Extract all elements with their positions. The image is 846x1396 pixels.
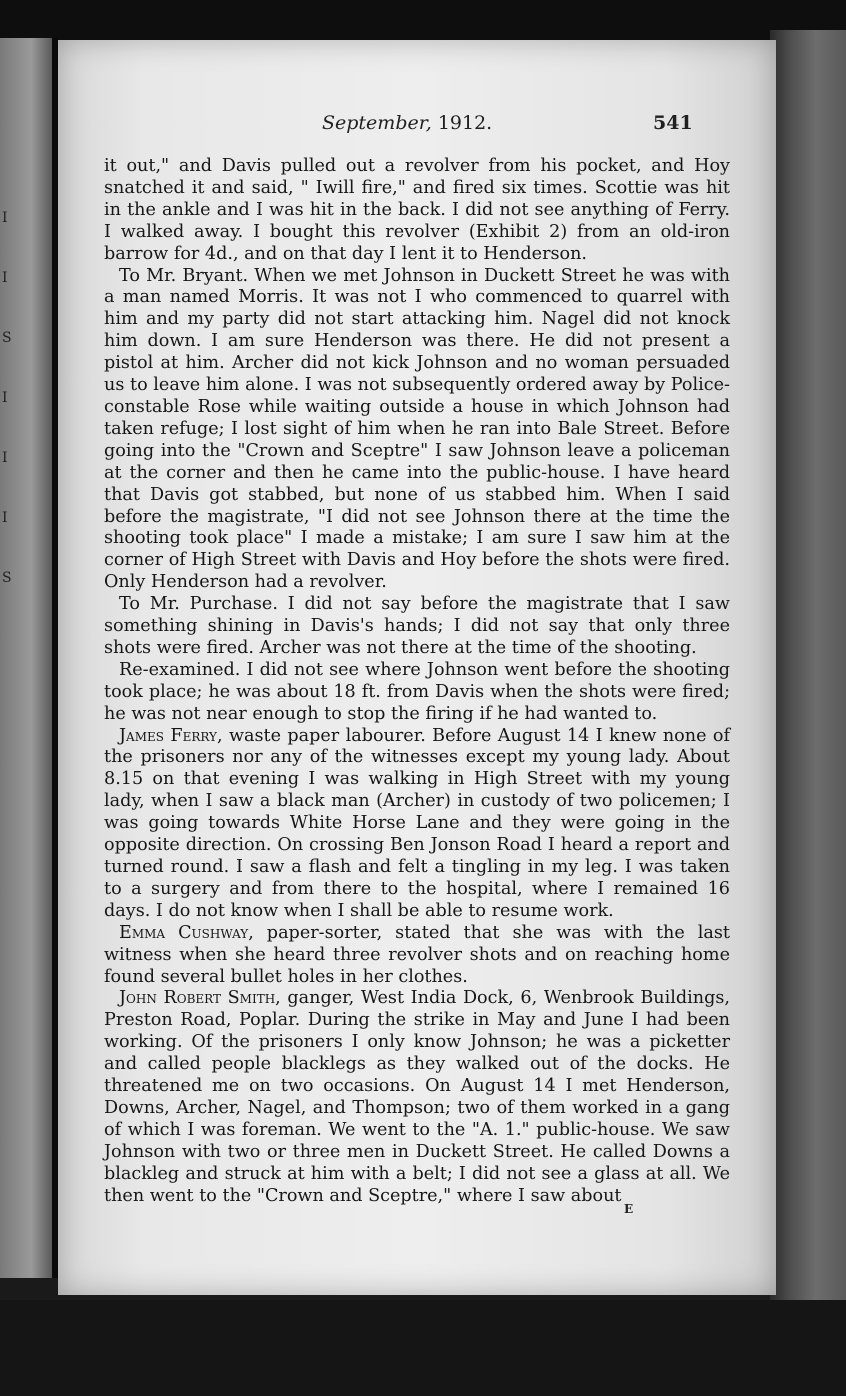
paragraph	[104, 594, 730, 660]
paragraph	[104, 726, 730, 923]
page-header	[58, 112, 776, 138]
margin-mark: S	[2, 570, 12, 586]
margin-mark: I	[2, 510, 8, 526]
scan-top-shadow	[0, 0, 846, 40]
paragraph-text: To Mr. Bryant. When we met Johnson in Duckett Street he was with a man named Morris. It was not I who commenced to quarrel with him and my party did not start attacking him. Nagel did not knock him down. I am sure Henderson was there. He did not present a pistol at him. Archer did not kick Johnson and no woman persuaded us to leave him alone. I was not subsequently ordered away by Police-constable Rose while waiting outside a house in which Johnson had taken refuge; I lost sight of him when he ran into Bale Street. Before going into the "Crown and Sceptre" I saw Johnson leave a policeman at the corner and then he came into the public-house. I have heard that Davis got stabbed, but none of us stabbed him. When I said before the magistrate, "I did not see Johnson there at the time the shooting took place" I made a mistake; I am sure I saw him at the corner of High Street with Davis and Hoy before the shots were fired. Only Henderson had a revolver.	[104, 265, 730, 593]
facing-page-margin-marks	[2, 188, 12, 608]
witness-name: John Robert Smith	[119, 988, 276, 1009]
book-fore-edge	[770, 30, 846, 1330]
paragraph-text: Re-examined. I did not see where Johnson went before the shooting took place; he was about 18 ft. from Davis when the shots were fired; he was not near enough to stop the firing if he had wanted to.	[104, 659, 730, 724]
page-number: 541	[653, 112, 693, 134]
facing-page-edge	[0, 38, 58, 1278]
paragraph-text: , waste paper labourer. Before August 14 I knew none of the prisoners nor any of the witnesses except my young lady. About 8.15 on that evening I was walking in High Street with my young lady, when I saw a black man (Archer) in custody of two policemen; I was going towards White Horse Lane and they were going in the opposite direction. On crossing Ben Jonson Road I heard a report and turned round. I saw a flash and felt a tingling in my leg. I was taken to a surgery and from there to the hospital, where I remained 16 days. I do not know when I shall be able to resume work.	[104, 725, 730, 921]
paragraph	[104, 660, 730, 726]
scan-bottom-shadow	[0, 1300, 846, 1396]
paragraph	[104, 923, 730, 989]
paragraph	[104, 156, 730, 266]
margin-mark: I	[2, 270, 8, 286]
margin-mark: I	[2, 210, 8, 226]
paragraph	[104, 266, 730, 595]
running-head-year: 1912.	[437, 112, 493, 134]
book-page	[58, 40, 776, 1295]
witness-name: Emma Cushway	[119, 922, 249, 943]
paragraph-text: , paper-sorter, stated that she was with the last witness when she heard three revolver shots and on reaching home found several bullet holes in her clothes.	[104, 922, 730, 987]
paragraph-text: it out," and Davis pulled out a revolver from his pocket, and Hoy snatched it and said, " Iwill fire," and fired six times. Scottie was hit in the ankle and I was hit in the back. I did not see anything of Ferry. I walked away. I bought this revolver (Exhibit 2) from an old-iron barrow for 4d., and on that day I lent it to Henderson.	[104, 156, 730, 264]
body-text	[104, 156, 730, 1208]
running-head	[322, 112, 492, 134]
margin-mark: I	[2, 390, 8, 406]
paragraph-text: To Mr. Purchase. I did not say before the magistrate that I saw something shining in Davis's hands; I did not say that only three shots were fired. Archer was not there at the time of the shooting.	[104, 594, 730, 658]
margin-mark: S	[2, 330, 12, 346]
running-head-month: September,	[322, 112, 432, 134]
witness-name: James Ferry	[119, 725, 217, 746]
margin-mark: I	[2, 450, 8, 466]
paragraph	[104, 988, 730, 1207]
signature-mark: E	[624, 1202, 634, 1216]
paragraph-text: , ganger, West India Dock, 6, Wenbrook Buildings, Preston Road, Poplar. During the strike in May and June I had been working. Of the prisoners I only know Johnson; he was a picketter and called people blacklegs as they walked out of the docks. He threatened me on two occasions. On August 14 I met Henderson, Downs, Archer, Nagel, and Thompson; two of them worked in a gang of which I was foreman. We went to the "A. 1." public-house. We saw Johnson with two or three men in Duckett Street. He called Downs a blackleg and struck at him with a belt; I did not see a glass at all. We then went to the "Crown and Sceptre," where I saw about	[104, 988, 730, 1206]
